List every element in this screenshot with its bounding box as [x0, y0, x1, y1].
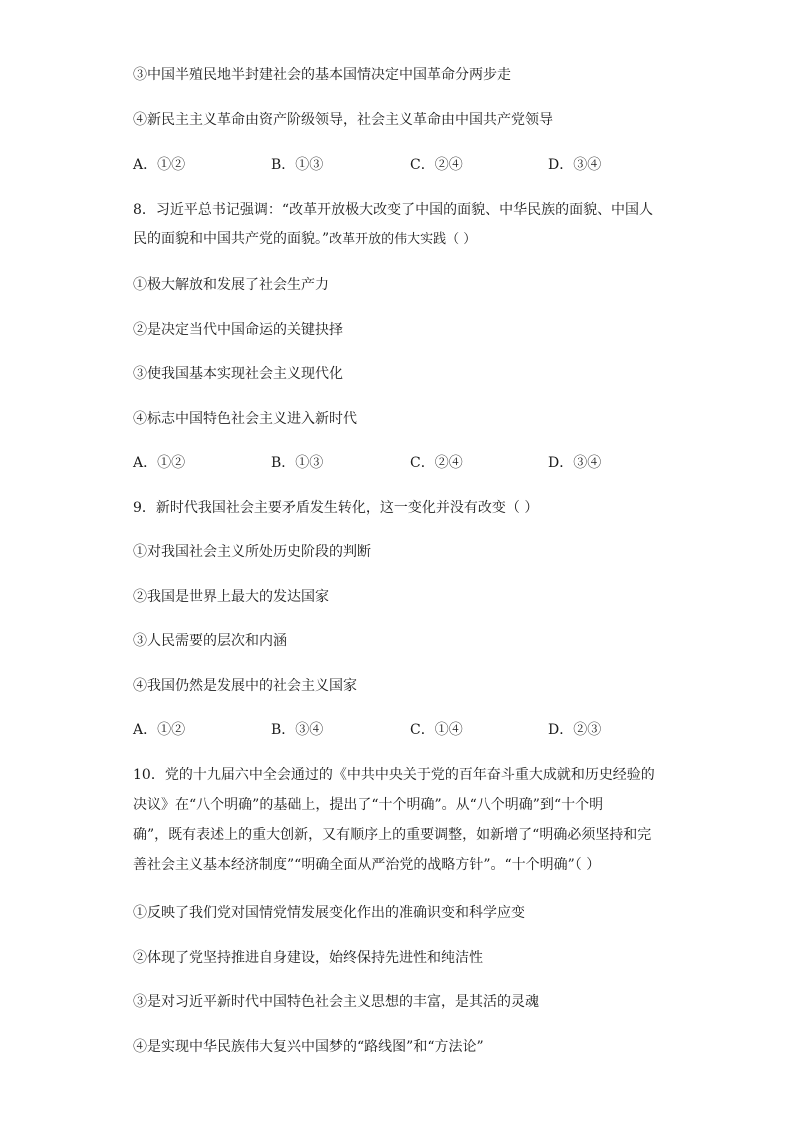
- q9-item-2: ②我国是世界上最大的发达国家: [133, 589, 329, 605]
- q10-stem-line-1: 10．党的十九届六中全会通过的《中共中央关于党的百年奋斗重大成就和历史经验的: [133, 767, 655, 783]
- q9-item-1: ①对我国社会主义所处历史阶段的判断: [133, 544, 371, 560]
- q7-option-d[interactable]: D．③④: [548, 157, 602, 173]
- q9-option-d[interactable]: D．②③: [548, 722, 602, 738]
- q8-stem-line-1: 8．习近平总书记强调：“改革开放极大改变了中国的面貌、中华民族的面貌、中国人: [133, 202, 654, 218]
- q8-option-d[interactable]: D．③④: [548, 455, 602, 471]
- q8-stem-line-2-question: 改革开放的伟大实践（ ）: [329, 232, 477, 247]
- q10-item-2: ②体现了党坚持推进自身建设，始终保持先进性和纯洁性: [133, 950, 483, 966]
- q7-item-4: ④新民主主义革命由资产阶级领导，社会主义革命由中国共产党领导: [133, 112, 553, 128]
- q10-stem-line-3: 确”，既有表述上的重大创新，又有顺序上的重要调整，如新增了“明确必须坚持和完: [133, 827, 652, 843]
- q7-option-a[interactable]: A．①②: [133, 157, 186, 173]
- q8-option-c[interactable]: C．②④: [410, 455, 463, 471]
- q10-item-3: ③是对习近平新时代中国特色社会主义思想的丰富，是其活的灵魂: [133, 994, 539, 1010]
- q8-item-2: ②是决定当代中国命运的关键抉择: [133, 322, 343, 338]
- q8-stem-line-2-quote: 民的面貌和中国共产党的面貌。”: [133, 231, 330, 247]
- q9-option-a[interactable]: A．①②: [133, 722, 186, 738]
- q9-item-4: ④我国仍然是发展中的社会主义国家: [133, 678, 357, 694]
- q8-item-1: ①极大解放和发展了社会生产力: [133, 277, 329, 293]
- q7-option-b[interactable]: B．①③: [271, 157, 324, 173]
- q10-stem-line-2: 决议》在“八个明确”的基础上，提出了“十个明确”。从“八个明确”到“十个明: [133, 797, 604, 813]
- q7-item-3: ③中国半殖民地半封建社会的基本国情决定中国革命分两步走: [133, 67, 511, 83]
- q8-stem-line-2: [133, 230, 476, 249]
- q10-item-1: ①反映了我们党对国情党情发展变化作出的准确识变和科学应变: [133, 905, 525, 921]
- q9-option-b[interactable]: B．③④: [271, 722, 324, 738]
- q8-item-4: ④标志中国特色社会主义进入新时代: [133, 411, 357, 427]
- q10-item-4: ④是实现中华民族伟大复兴中国梦的“路线图”和“方法论”: [133, 1039, 484, 1055]
- q9-item-3: ③人民需要的层次和内涵: [133, 633, 287, 649]
- q10-stem-line-4: 善社会主义基本经济制度”“明确全面从严治党的战略方针”。“十个明确”（ ）: [133, 857, 601, 873]
- q8-option-b[interactable]: B．①③: [271, 455, 324, 471]
- q9-option-c[interactable]: C．①④: [410, 722, 463, 738]
- q8-item-3: ③使我国基本实现社会主义现代化: [133, 366, 343, 382]
- q9-stem: 9．新时代我国社会主要矛盾发生转化，这一变化并没有改变（ ）: [133, 500, 539, 516]
- q8-option-a[interactable]: A．①②: [133, 455, 186, 471]
- q7-option-c[interactable]: C．②④: [410, 157, 463, 173]
